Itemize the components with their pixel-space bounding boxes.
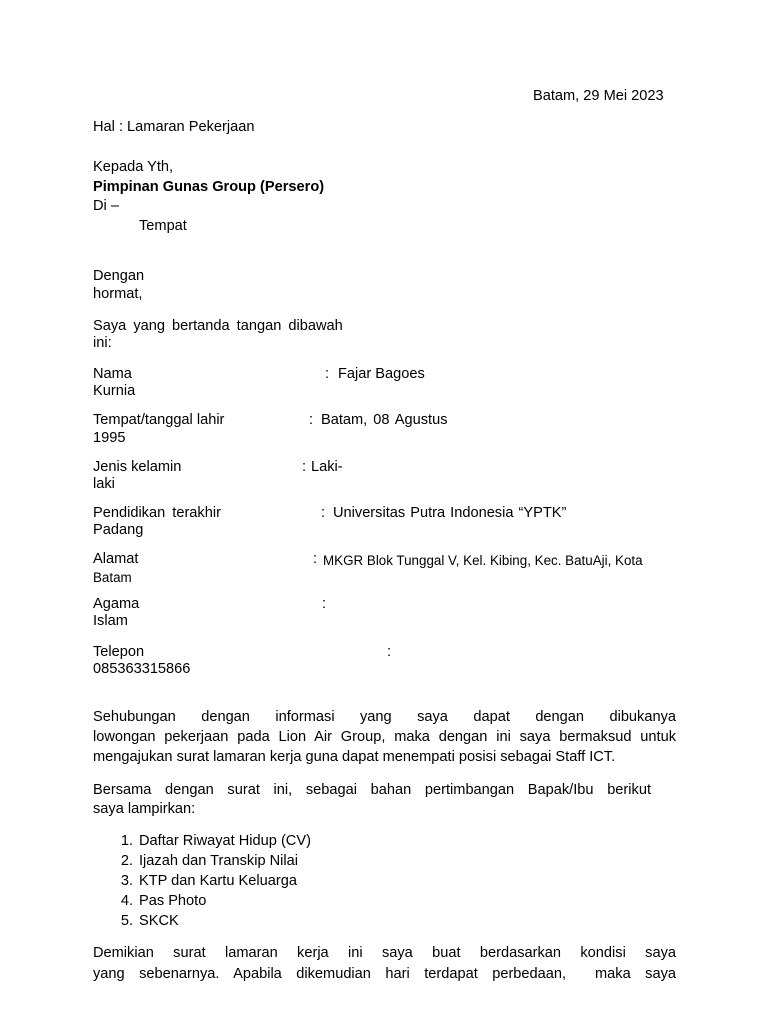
field-sep-education: : <box>321 505 326 521</box>
greeting-line-1: Dengan <box>93 268 145 284</box>
field-sep-birth: : <box>309 412 314 428</box>
field-label-religion: Agama <box>93 596 140 612</box>
field-label-gender: Jenis kelamin <box>93 459 182 475</box>
attachment-item: KTP dan Kartu Keluarga <box>139 873 297 889</box>
field-value-address: MKGR Blok Tunggal V, Kel. Kibing, Kec. BatuAji, Kota <box>323 553 643 568</box>
paragraph-1-line-3: mengajukan surat lamaran kerja guna dapat menempati posisi sebagai Staff ICT. <box>93 749 616 765</box>
field-label-phone: Telepon <box>93 644 145 660</box>
to-line: Kepada Yth, <box>93 159 174 175</box>
field-wrap-phone: 085363315866 <box>93 661 191 677</box>
field-value-birth: Batam, 08 Agustus <box>321 412 448 428</box>
attachment-number: 1. <box>120 833 133 849</box>
field-wrap-education: Padang <box>93 522 144 538</box>
place-date: Batam, 29 Mei 2023 <box>533 88 664 104</box>
field-wrap-religion: Islam <box>93 613 128 629</box>
attachment-item: Pas Photo <box>139 893 207 909</box>
field-label-name: Nama <box>93 366 132 382</box>
recipient-di: Di – <box>93 198 119 214</box>
paragraph-3-line-2: yang sebenarnya. Apabila dikemudian hari terdapat perbedaan, maka saya <box>93 966 676 982</box>
field-sep-name: : <box>325 366 330 382</box>
paragraph-1-line-2: lowongan pekerjaan pada Lion Air Group, maka dengan ini saya bermaksud untuk <box>93 729 676 745</box>
paragraph-2-line-1: Bersama dengan surat ini, sebagai bahan pertimbangan Bapak/Ibu berikut <box>93 782 651 798</box>
attachment-number: 3. <box>120 873 133 889</box>
field-wrap-name: Kurnia <box>93 383 136 399</box>
attachment-number: 5. <box>120 913 133 929</box>
field-label-birth: Tempat/tanggal lahir <box>93 412 225 428</box>
recipient-place: Tempat <box>139 218 187 234</box>
field-wrap-birth: 1995 <box>93 430 126 446</box>
intro-line-1: Saya yang bertanda tangan dibawah <box>93 318 343 334</box>
attachment-item: Daftar Riwayat Hidup (CV) <box>139 833 311 849</box>
attachment-item: Ijazah dan Transkip Nilai <box>139 853 298 869</box>
field-wrap-gender: laki <box>93 476 115 492</box>
field-sep-gender: : <box>302 459 307 475</box>
attachment-item: SKCK <box>139 913 179 929</box>
field-label-education: Pendidikan terakhir <box>93 505 221 521</box>
intro-line-2: ini: <box>93 335 112 351</box>
attachment-number: 2. <box>120 853 133 869</box>
subject-line: Hal : Lamaran Pekerjaan <box>93 119 255 135</box>
paragraph-2-line-2: saya lampirkan: <box>93 801 196 817</box>
field-label-address: Alamat <box>93 551 139 567</box>
field-value-education: Universitas Putra Indonesia “YPTK” <box>333 505 567 521</box>
paragraph-3-line-1: Demikian surat lamaran kerja ini saya buat berdasarkan kondisi saya <box>93 945 676 961</box>
paragraph-1-line-1: Sehubungan dengan informasi yang saya dapat dengan dibukanya <box>93 709 676 725</box>
recipient-name: Pimpinan Gunas Group (Persero) <box>93 179 325 195</box>
attachment-number: 4. <box>120 893 133 909</box>
field-wrap-address: Batam <box>93 570 132 585</box>
field-sep-phone: : <box>387 644 392 660</box>
field-sep-religion: : <box>322 596 327 612</box>
greeting-line-2: hormat, <box>93 286 143 302</box>
field-value-gender: Laki- <box>311 459 343 475</box>
field-value-name: Fajar Bagoes <box>338 366 425 382</box>
field-sep-address: : <box>313 551 318 567</box>
